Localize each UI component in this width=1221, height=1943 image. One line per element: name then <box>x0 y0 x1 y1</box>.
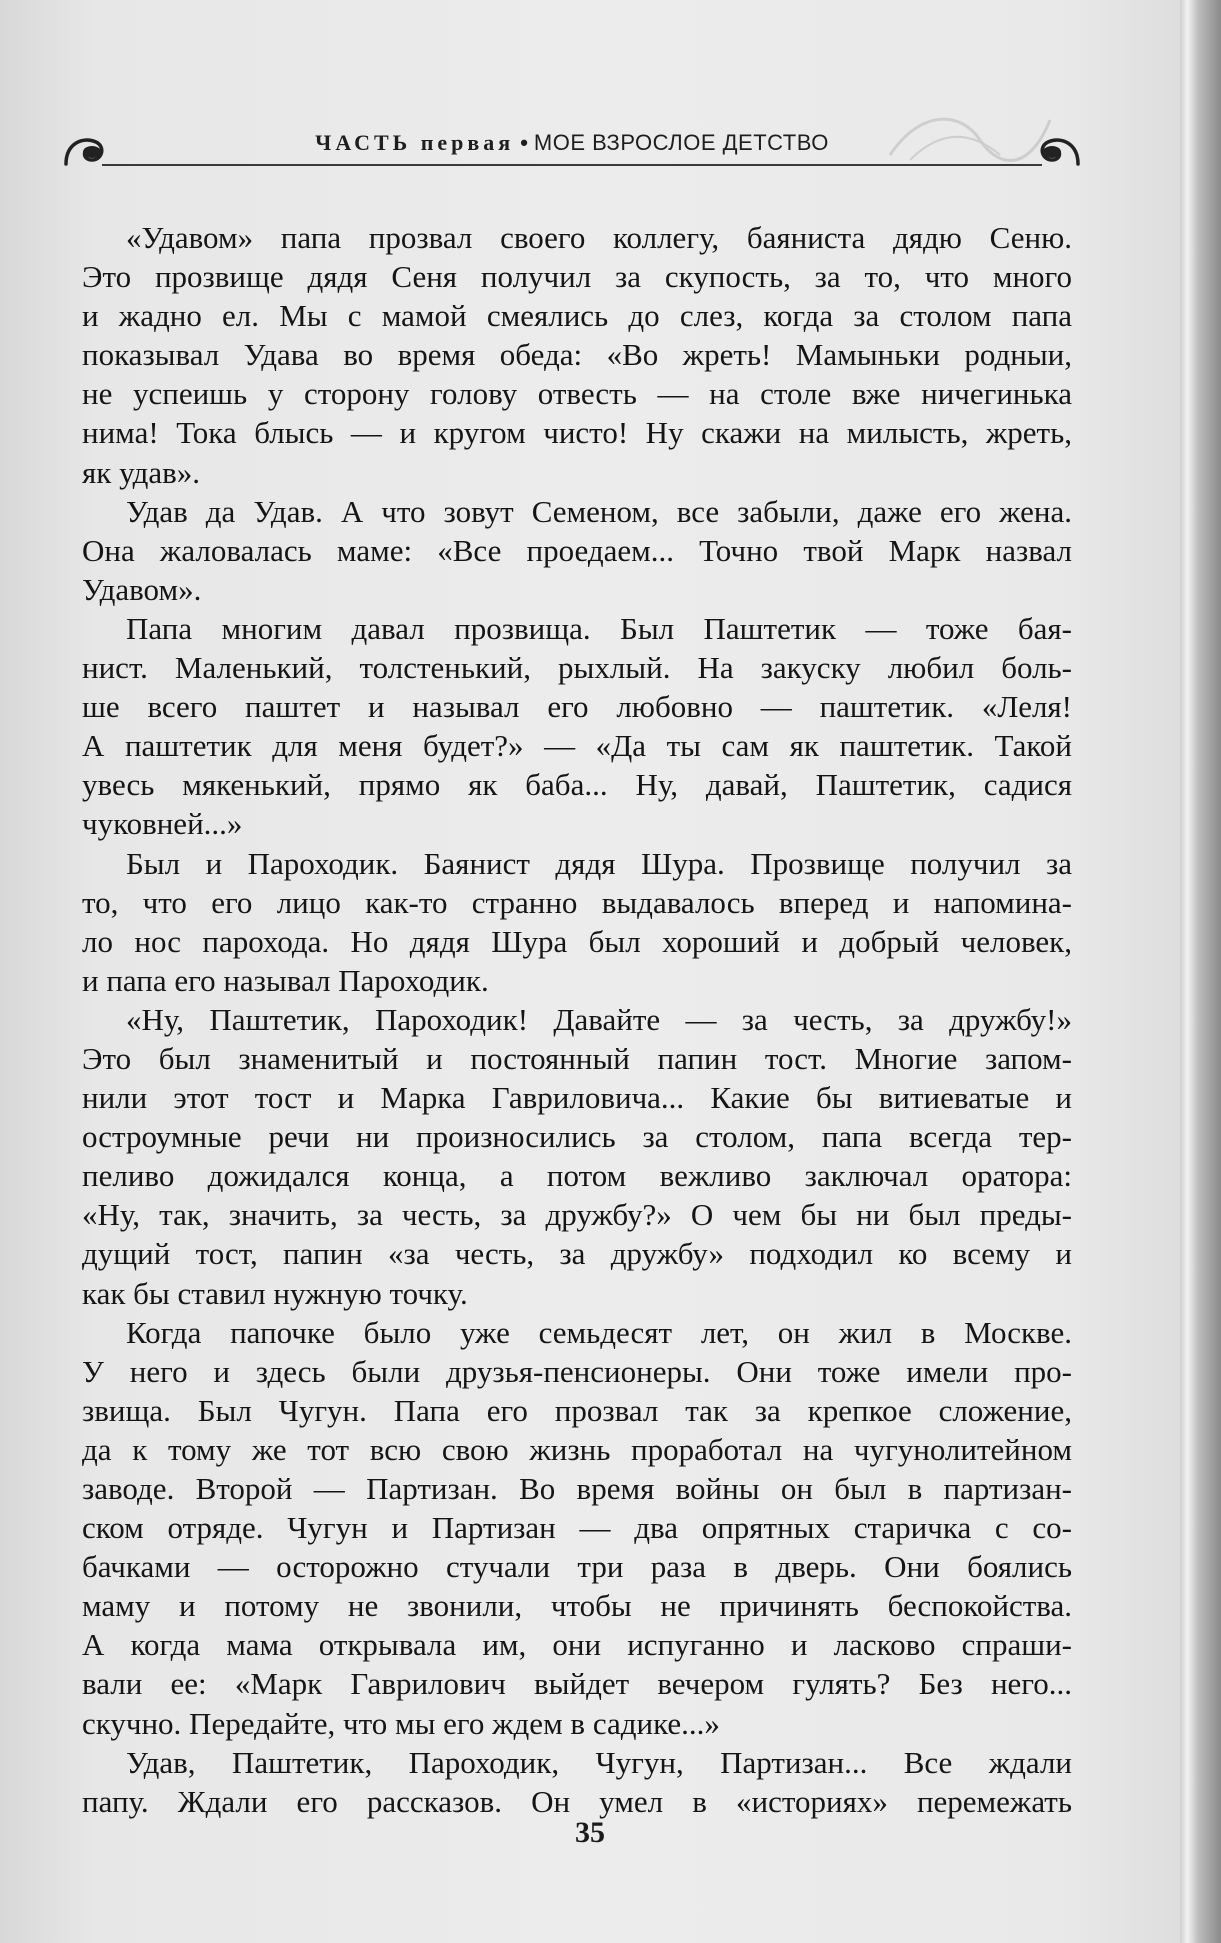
text-line: ше всего паштет и называл его любовно — паштетик. «Леля! <box>82 689 1072 725</box>
text-line: заводе. Второй — Партизан. Во время войны он был в партизан- <box>82 1471 1072 1506</box>
text-line: Это был знаменитый и постоянный папин тост. Многие запом- <box>82 1040 1072 1076</box>
text-line: як удав». <box>82 454 201 490</box>
page-number: 35 <box>575 1816 605 1849</box>
running-head-text <box>62 130 1082 156</box>
text-line: нима! Тока блысь — и кругом чисто! Ну скажи на милысть, жреть, <box>82 415 1072 451</box>
text-line: остроумные речи ни произносились за столом, папа всегда тер- <box>82 1119 1072 1155</box>
text-line: да к тому же тот всю свою жизнь проработал на чугунолитейном <box>82 1431 1072 1467</box>
text-line: то, что его лицо как-то странно выдавалось вперед и напомина- <box>82 884 1072 920</box>
text-line: Это прозвище дядя Сеня получил за скупость, за то, что много <box>82 259 1072 295</box>
text-line: «Удавом» папа прозвал своего коллегу, баяниста дядю Сеню. <box>126 220 1072 255</box>
text-line: Когда папочке было уже семьдесят лет, он жил в Москве. <box>126 1314 1072 1350</box>
text-line: пеливо дожидался конца, а потом вежливо заключал оратора: <box>82 1158 1072 1194</box>
text-line: показывал Удава во время обеда: «Во жреть! Мамыньки родныи, <box>82 337 1072 373</box>
text-line: папу. Ждали его рассказов. Он умел в «историях» перемежать <box>82 1783 1072 1819</box>
text-line: Удав, Паштетик, Пароходик, Чугун, Партизан... Все ждали <box>126 1744 1072 1780</box>
text-line: не успеишь у сторону голову отвесть — на столе вже ничегинька <box>82 376 1072 412</box>
header-rule <box>102 164 1042 166</box>
text-line: и жадно ел. Мы с мамой смеялись до слез, когда за столом папа <box>82 298 1072 334</box>
text-line: А паштетик для меня будет?» — «Да ты сам як паштетик. Такой <box>82 728 1072 764</box>
text-line: скучно. Передайте, что мы его ждем в садике...» <box>82 1705 720 1741</box>
text-line: «Ну, так, значить, за честь, за дружбу?» О чем бы ни был преды- <box>82 1197 1072 1233</box>
chapter-title: МОЕ ВЗРОСЛОЕ ДЕТСТВО <box>533 130 829 155</box>
text-line: «Ну, Паштетик, Пароходик! Давайте — за честь, за дружбу!» <box>126 1001 1072 1037</box>
part-label: ЧАСТЬ первая <box>315 130 515 155</box>
right-ornament-icon <box>1036 130 1082 170</box>
text-line: У него и здесь были друзья-пенсионеры. Они тоже имели про- <box>82 1353 1072 1389</box>
text-line: Удав да Удав. А что зовут Семеном, все забыли, даже его жена. <box>126 493 1072 529</box>
text-line: вали ее: «Марк Гаврилович выйдет вечером гулять? Без него... <box>82 1666 1072 1702</box>
text-line: Она жаловалась маме: «Все проедаем... Точно твой Марк назвал <box>82 532 1072 568</box>
body-text <box>82 218 1072 1821</box>
text-line: и папа его называл Пароходик. <box>82 962 489 998</box>
text-line: Папа многим давал прозвища. Был Паштетик — тоже бая- <box>126 610 1072 646</box>
text-line: маму и потому не звонили, чтобы не причинять беспокойства. <box>82 1588 1072 1624</box>
text-line: ло нос парохода. Но дядя Шура был хороший и добрый человек, <box>82 923 1072 959</box>
running-header <box>62 124 1082 168</box>
text-line: нили этот тост и Марка Гавриловича... Какие бы витиеватые и <box>82 1080 1072 1116</box>
text-line: Был и Пароходик. Баянист дядя Шура. Прозвище получил за <box>126 845 1072 881</box>
text-line: бачками — осторожно стучали три раза в дверь. Они боялись <box>82 1549 1072 1585</box>
text-line: как бы ставил нужную точку. <box>82 1275 468 1311</box>
text-line: звища. Был Чугун. Папа его прозвал так за крепкое сложение, <box>82 1392 1072 1428</box>
text-line: Удавом». <box>82 571 202 607</box>
text-line: нист. Маленький, толстенький, рыхлый. На закуску любил боль- <box>82 650 1072 686</box>
text-line: дущий тост, папин «за честь, за дружбу» подходил ко всему и <box>82 1236 1072 1272</box>
text-line: А когда мама открывала им, они испуганно и ласково спраши- <box>82 1627 1072 1663</box>
text-line: ском отряде. Чугун и Партизан — два опрятных старичка с со- <box>82 1510 1072 1546</box>
adjacent-page-edge <box>1180 0 1221 1943</box>
text-line: чуковней...» <box>82 806 243 842</box>
header-separator: • <box>520 130 528 155</box>
text-line: увесь мякенький, прямо як баба... Ну, давай, Паштетик, садися <box>82 767 1072 803</box>
